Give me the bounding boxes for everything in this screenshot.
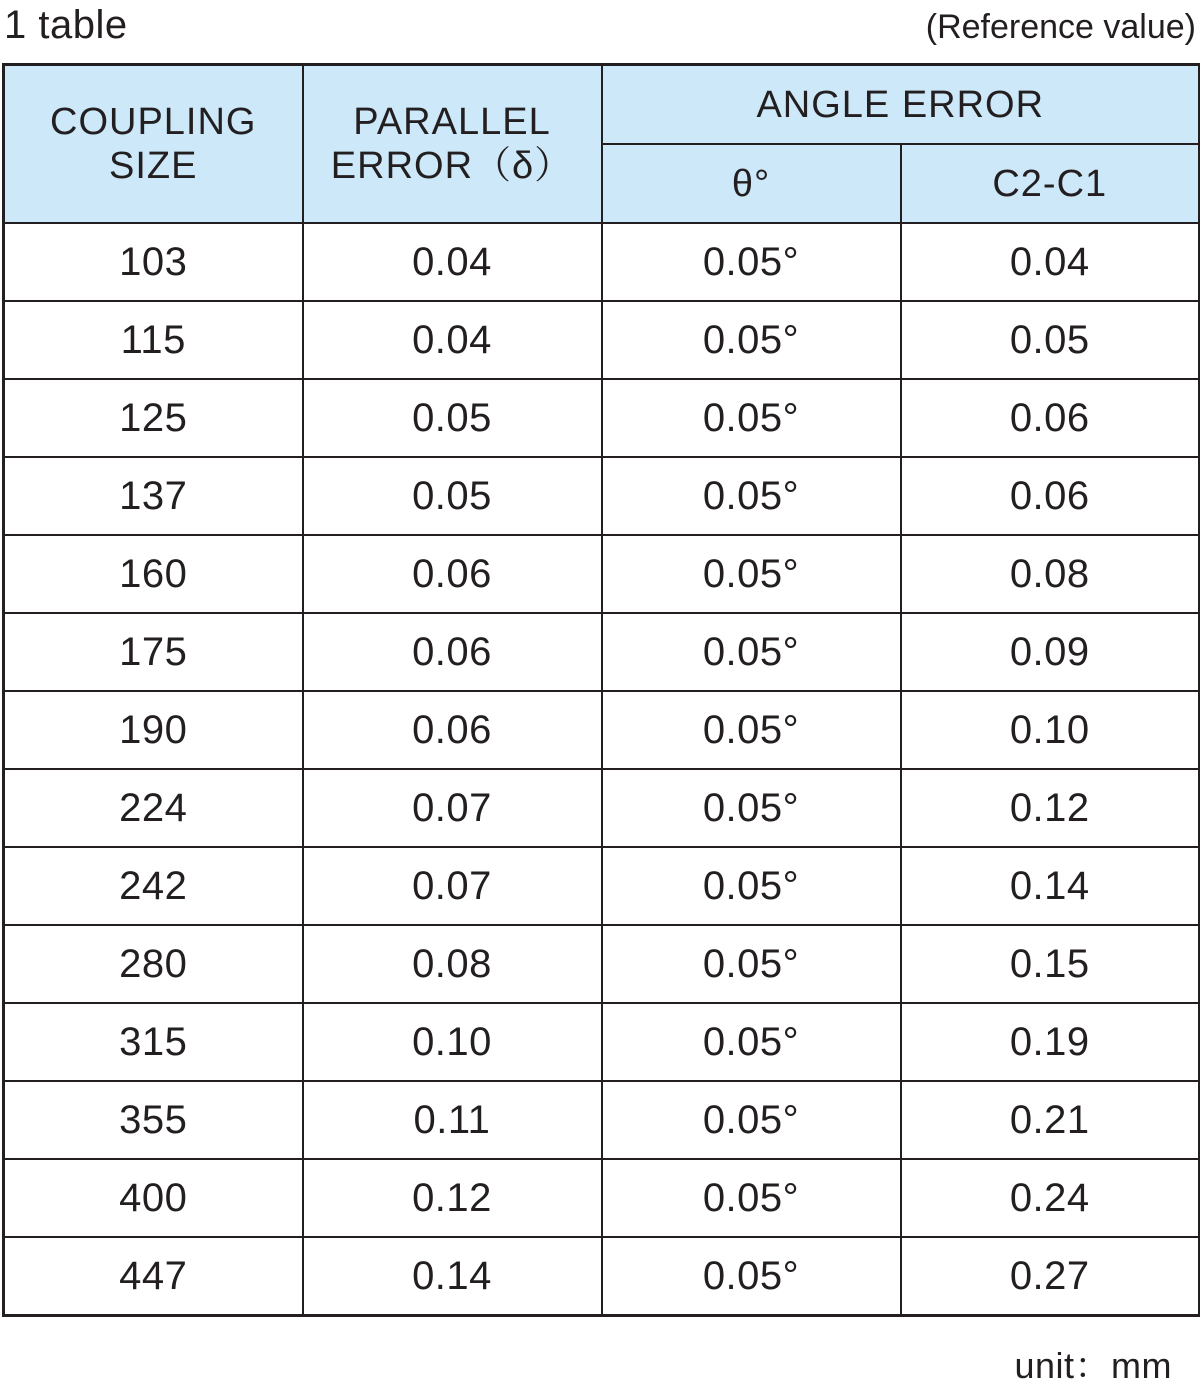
header-coupling-size xyxy=(4,65,303,224)
cell-coupling-size: 115 xyxy=(4,301,303,379)
table-row xyxy=(4,769,1200,847)
table-row xyxy=(4,223,1200,301)
cell-coupling-size: 242 xyxy=(4,847,303,925)
cell-parallel-error: 0.12 xyxy=(303,1159,602,1237)
header-parallel-error-line2: ERROR（δ） xyxy=(330,145,574,187)
cell-parallel-error: 0.04 xyxy=(303,223,602,301)
table-row xyxy=(4,613,1200,691)
header-theta: θ° xyxy=(602,144,901,223)
cell-parallel-error: 0.06 xyxy=(303,613,602,691)
coupling-error-table xyxy=(2,63,1200,1317)
cell-theta: 0.05° xyxy=(602,379,901,457)
table-row xyxy=(4,1237,1200,1316)
cell-c2-c1: 0.21 xyxy=(901,1081,1200,1159)
table-body xyxy=(4,223,1200,1316)
cell-coupling-size: 160 xyxy=(4,535,303,613)
cell-c2-c1: 0.14 xyxy=(901,847,1200,925)
cell-c2-c1: 0.06 xyxy=(901,457,1200,535)
cell-theta: 0.05° xyxy=(602,769,901,847)
cell-theta: 0.05° xyxy=(602,925,901,1003)
cell-c2-c1: 0.08 xyxy=(901,535,1200,613)
cell-parallel-error: 0.06 xyxy=(303,691,602,769)
cell-theta: 0.05° xyxy=(602,457,901,535)
cell-coupling-size: 125 xyxy=(4,379,303,457)
table-row xyxy=(4,691,1200,769)
cell-parallel-error: 0.05 xyxy=(303,379,602,457)
table-caption: 1 table xyxy=(4,3,128,47)
table-row xyxy=(4,925,1200,1003)
cell-coupling-size: 175 xyxy=(4,613,303,691)
cell-theta: 0.05° xyxy=(602,1159,901,1237)
cell-c2-c1: 0.19 xyxy=(901,1003,1200,1081)
cell-parallel-error: 0.10 xyxy=(303,1003,602,1081)
cell-parallel-error: 0.04 xyxy=(303,301,602,379)
cell-c2-c1: 0.09 xyxy=(901,613,1200,691)
cell-theta: 0.05° xyxy=(602,847,901,925)
header-c2-c1: C2-C1 xyxy=(901,144,1200,223)
cell-coupling-size: 400 xyxy=(4,1159,303,1237)
table-row xyxy=(4,301,1200,379)
cell-c2-c1: 0.06 xyxy=(901,379,1200,457)
cell-parallel-error: 0.06 xyxy=(303,535,602,613)
cell-coupling-size: 355 xyxy=(4,1081,303,1159)
cell-c2-c1: 0.27 xyxy=(901,1237,1200,1316)
reference-note: (Reference value) xyxy=(925,8,1196,46)
cell-coupling-size: 103 xyxy=(4,223,303,301)
cell-theta: 0.05° xyxy=(602,1081,901,1159)
cell-c2-c1: 0.04 xyxy=(901,223,1200,301)
cell-theta: 0.05° xyxy=(602,613,901,691)
cell-theta: 0.05° xyxy=(602,1003,901,1081)
cell-theta: 0.05° xyxy=(602,1237,901,1316)
table-row xyxy=(4,1159,1200,1237)
cell-theta: 0.05° xyxy=(602,301,901,379)
cell-parallel-error: 0.07 xyxy=(303,847,602,925)
cell-coupling-size: 137 xyxy=(4,457,303,535)
cell-coupling-size: 315 xyxy=(4,1003,303,1081)
header-coupling-size-line2: SIZE xyxy=(109,145,198,187)
cell-c2-c1: 0.10 xyxy=(901,691,1200,769)
cell-parallel-error: 0.11 xyxy=(303,1081,602,1159)
cell-theta: 0.05° xyxy=(602,223,901,301)
table-row xyxy=(4,457,1200,535)
cell-coupling-size: 280 xyxy=(4,925,303,1003)
cell-coupling-size: 447 xyxy=(4,1237,303,1316)
header-parallel-error xyxy=(303,65,602,224)
cell-parallel-error: 0.08 xyxy=(303,925,602,1003)
cell-parallel-error: 0.07 xyxy=(303,769,602,847)
table-row xyxy=(4,379,1200,457)
header-angle-error: ANGLE ERROR xyxy=(602,65,1200,145)
cell-coupling-size: 190 xyxy=(4,691,303,769)
cell-theta: 0.05° xyxy=(602,691,901,769)
table-row xyxy=(4,847,1200,925)
cell-parallel-error: 0.14 xyxy=(303,1237,602,1316)
unit-note: unit：mm xyxy=(1014,1345,1172,1386)
table-row xyxy=(4,535,1200,613)
cell-c2-c1: 0.15 xyxy=(901,925,1200,1003)
cell-coupling-size: 224 xyxy=(4,769,303,847)
table-row xyxy=(4,1081,1200,1159)
header-parallel-error-line1: PARALLEL xyxy=(353,101,551,143)
table-header xyxy=(4,65,1200,224)
table-row xyxy=(4,1003,1200,1081)
header-coupling-size-line1: COUPLING xyxy=(50,101,257,143)
cell-c2-c1: 0.24 xyxy=(901,1159,1200,1237)
cell-theta: 0.05° xyxy=(602,535,901,613)
cell-c2-c1: 0.05 xyxy=(901,301,1200,379)
cell-parallel-error: 0.05 xyxy=(303,457,602,535)
cell-c2-c1: 0.12 xyxy=(901,769,1200,847)
